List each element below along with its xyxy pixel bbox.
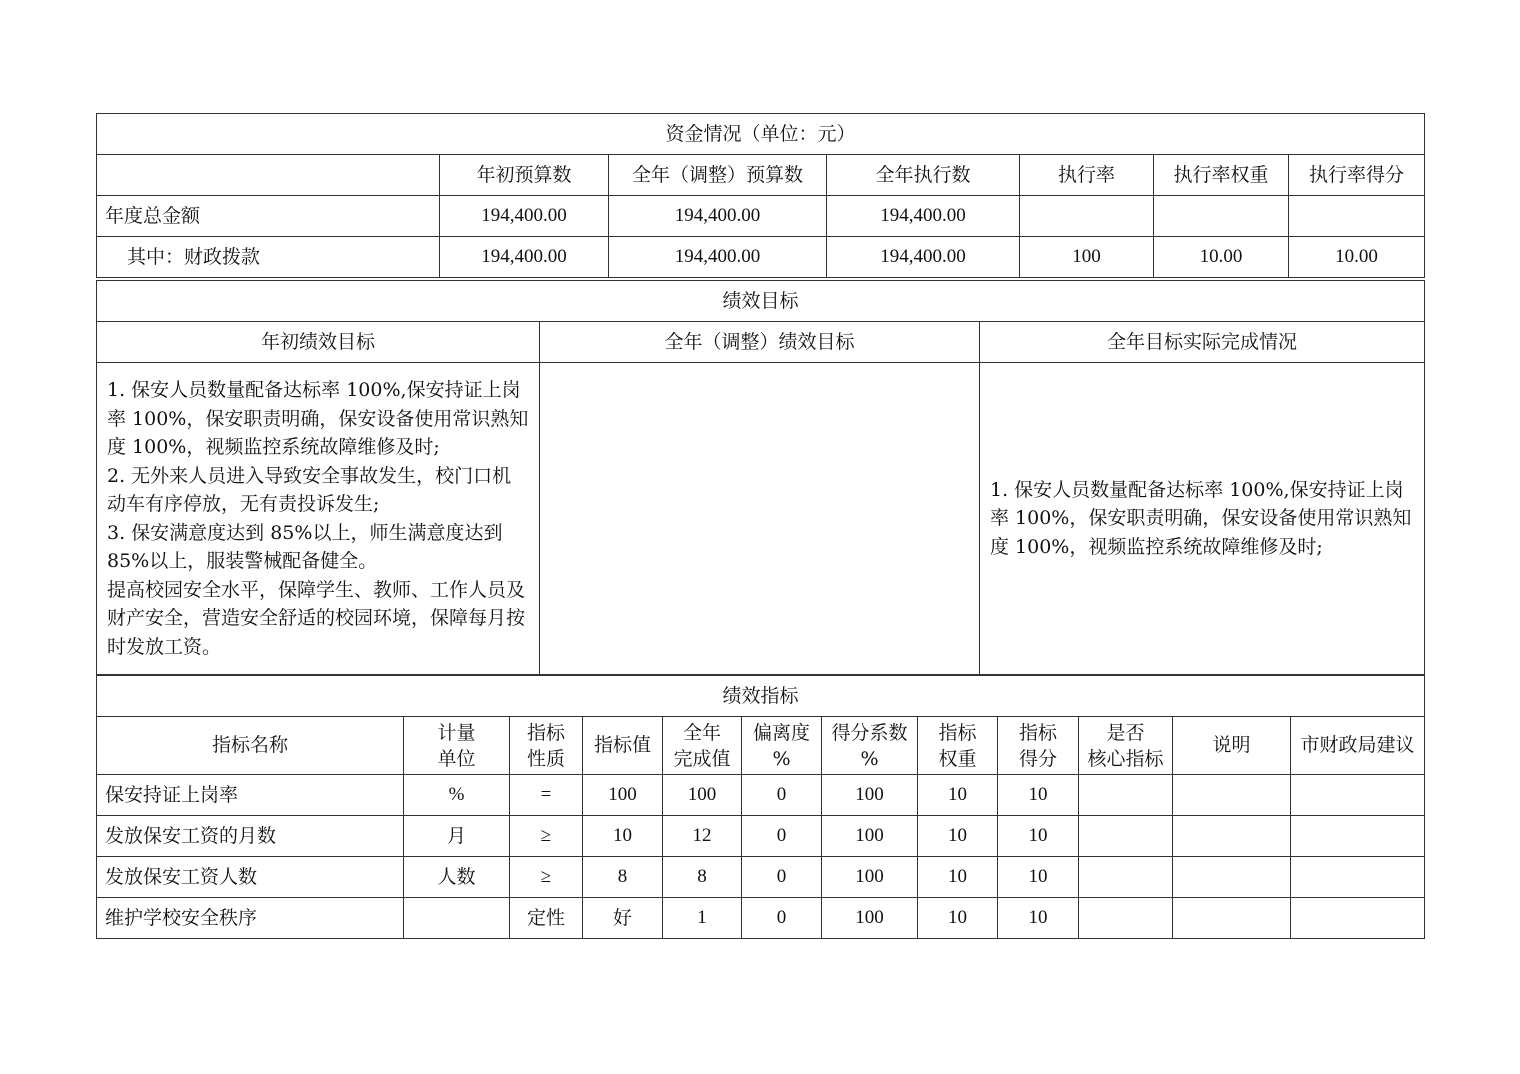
ind-cell-suggestion xyxy=(1291,857,1425,898)
ind-cell-nature: = xyxy=(510,775,583,816)
funds-section xyxy=(96,113,1424,278)
goal-line: 1. 保安人员数量配备达标率 100%,保安持证上岗率 100%，保安职责明确，保安设备使用常识熟知度 100%，视频监控系统故障维修及时; xyxy=(990,478,1412,558)
funds-title: 资金情况（单位：元） xyxy=(97,114,1425,155)
ind-cell-weight: 10 xyxy=(918,857,998,898)
ind-cell-core xyxy=(1079,775,1173,816)
funds-row-total xyxy=(97,196,1425,237)
ind-cell-core xyxy=(1079,857,1173,898)
funds-header-rate: 执行率 xyxy=(1020,155,1154,196)
ind-cell-value: 100 xyxy=(583,775,663,816)
funds-cell-executed: 194,400.00 xyxy=(827,196,1020,237)
ind-cell-score: 10 xyxy=(998,898,1079,939)
ind-cell-note xyxy=(1173,857,1291,898)
ind-cell-suggestion xyxy=(1291,816,1425,857)
funds-header-score: 执行率得分 xyxy=(1289,155,1425,196)
ind-cell-weight: 10 xyxy=(918,816,998,857)
ind-cell-name: 发放保安工资的月数 xyxy=(97,816,404,857)
ind-cell-value: 10 xyxy=(583,816,663,857)
ind-cell-note xyxy=(1173,775,1291,816)
funds-cell-adjusted: 194,400.00 xyxy=(609,237,827,278)
funds-cell-adjusted: 194,400.00 xyxy=(609,196,827,237)
ind-cell-coefficient: 100 xyxy=(822,857,918,898)
funds-header-adjusted: 全年（调整）预算数 xyxy=(609,155,827,196)
funds-cell-rate: 100 xyxy=(1020,237,1154,278)
ind-header-name: 指标名称 xyxy=(97,717,404,775)
ind-header-value: 指标值 xyxy=(583,717,663,775)
goals-table xyxy=(96,280,1425,675)
goals-adjusted-text xyxy=(540,363,980,675)
funds-cell-score xyxy=(1289,196,1425,237)
ind-cell-actual: 12 xyxy=(663,816,742,857)
ind-cell-coefficient: 100 xyxy=(822,775,918,816)
goals-title: 绩效目标 xyxy=(97,281,1425,322)
goals-header-adjusted: 全年（调整）绩效目标 xyxy=(540,322,980,363)
ind-header-note: 说明 xyxy=(1173,717,1291,775)
ind-cell-score: 10 xyxy=(998,816,1079,857)
ind-header-nature: 指标 性质 xyxy=(510,717,583,775)
ind-cell-actual: 1 xyxy=(663,898,742,939)
table-row xyxy=(97,898,1425,939)
funds-header-blank xyxy=(97,155,440,196)
ind-header-score: 指标 得分 xyxy=(998,717,1079,775)
ind-cell-deviation: 0 xyxy=(742,898,822,939)
table-row xyxy=(97,816,1425,857)
ind-header-coefficient: 得分系数 % xyxy=(822,717,918,775)
goal-line: 2. 无外来人员进入导致安全事故发生，校门口机动车有序停放，无有责投诉发生; xyxy=(107,464,512,515)
ind-cell-score: 10 xyxy=(998,857,1079,898)
funds-header-weight: 执行率权重 xyxy=(1154,155,1289,196)
funds-header-budget: 年初预算数 xyxy=(440,155,609,196)
indicators-table xyxy=(96,675,1425,939)
ind-cell-actual: 8 xyxy=(663,857,742,898)
ind-cell-deviation: 0 xyxy=(742,816,822,857)
goals-header-actual: 全年目标实际完成情况 xyxy=(980,322,1425,363)
ind-cell-score: 10 xyxy=(998,775,1079,816)
ind-cell-unit: % xyxy=(404,775,510,816)
ind-cell-nature: ≥ xyxy=(510,816,583,857)
ind-cell-name: 维护学校安全秩序 xyxy=(97,898,404,939)
funds-cell-score: 10.00 xyxy=(1289,237,1425,278)
indicators-title: 绩效指标 xyxy=(97,676,1425,717)
funds-row-label: 年度总金额 xyxy=(97,196,440,237)
ind-cell-suggestion xyxy=(1291,898,1425,939)
ind-cell-coefficient: 100 xyxy=(822,898,918,939)
funds-header-executed: 全年执行数 xyxy=(827,155,1020,196)
ind-header-weight: 指标 权重 xyxy=(918,717,998,775)
ind-cell-deviation: 0 xyxy=(742,857,822,898)
ind-header-actual: 全年 完成值 xyxy=(663,717,742,775)
ind-cell-core xyxy=(1079,898,1173,939)
goals-initial-text xyxy=(97,363,540,675)
ind-cell-weight: 10 xyxy=(918,898,998,939)
ind-cell-note xyxy=(1173,898,1291,939)
funds-row-label: 其中：财政拨款 xyxy=(97,237,440,278)
ind-cell-actual: 100 xyxy=(663,775,742,816)
table-row xyxy=(97,857,1425,898)
goals-header-initial: 年初绩效目标 xyxy=(97,322,540,363)
ind-header-core: 是否 核心指标 xyxy=(1079,717,1173,775)
funds-cell-budget: 194,400.00 xyxy=(440,237,609,278)
funds-cell-executed: 194,400.00 xyxy=(827,237,1020,278)
ind-header-unit: 计量 单位 xyxy=(404,717,510,775)
funds-cell-rate xyxy=(1020,196,1154,237)
ind-cell-suggestion xyxy=(1291,775,1425,816)
funds-cell-weight: 10.00 xyxy=(1154,237,1289,278)
goal-line: 1. 保安人员数量配备达标率 100%,保安持证上岗率 100%，保安职责明确，保安设备使用常识熟知度 100%，视频监控系统故障维修及时; xyxy=(107,379,529,458)
ind-header-suggestion: 市财政局建议 xyxy=(1291,717,1425,775)
ind-cell-core xyxy=(1079,816,1173,857)
ind-cell-value: 8 xyxy=(583,857,663,898)
table-row xyxy=(97,775,1425,816)
ind-cell-coefficient: 100 xyxy=(822,816,918,857)
ind-cell-name: 保安持证上岗率 xyxy=(97,775,404,816)
funds-cell-budget: 194,400.00 xyxy=(440,196,609,237)
ind-cell-nature: ≥ xyxy=(510,857,583,898)
ind-cell-name: 发放保安工资人数 xyxy=(97,857,404,898)
funds-table xyxy=(96,113,1425,278)
goals-actual-text xyxy=(980,363,1425,675)
ind-cell-unit: 人数 xyxy=(404,857,510,898)
ind-cell-deviation: 0 xyxy=(742,775,822,816)
ind-cell-unit xyxy=(404,898,510,939)
ind-cell-weight: 10 xyxy=(918,775,998,816)
funds-row-fiscal xyxy=(97,237,1425,278)
indicators-section xyxy=(96,675,1424,939)
goals-section xyxy=(96,281,1424,675)
ind-cell-value: 好 xyxy=(583,898,663,939)
goal-line: 提高校园安全水平，保障学生、教师、工作人员及财产安全，营造安全舒适的校园环境，保障每月按时发放工资。 xyxy=(107,578,526,658)
ind-cell-unit: 月 xyxy=(404,816,510,857)
funds-cell-weight xyxy=(1154,196,1289,237)
ind-cell-nature: 定性 xyxy=(510,898,583,939)
goal-line: 3. 保安满意度达到 85%以上，师生满意度达到 85%以上，服装警械配备健全。 xyxy=(107,521,503,572)
ind-header-deviation: 偏离度 % xyxy=(742,717,822,775)
ind-cell-note xyxy=(1173,816,1291,857)
